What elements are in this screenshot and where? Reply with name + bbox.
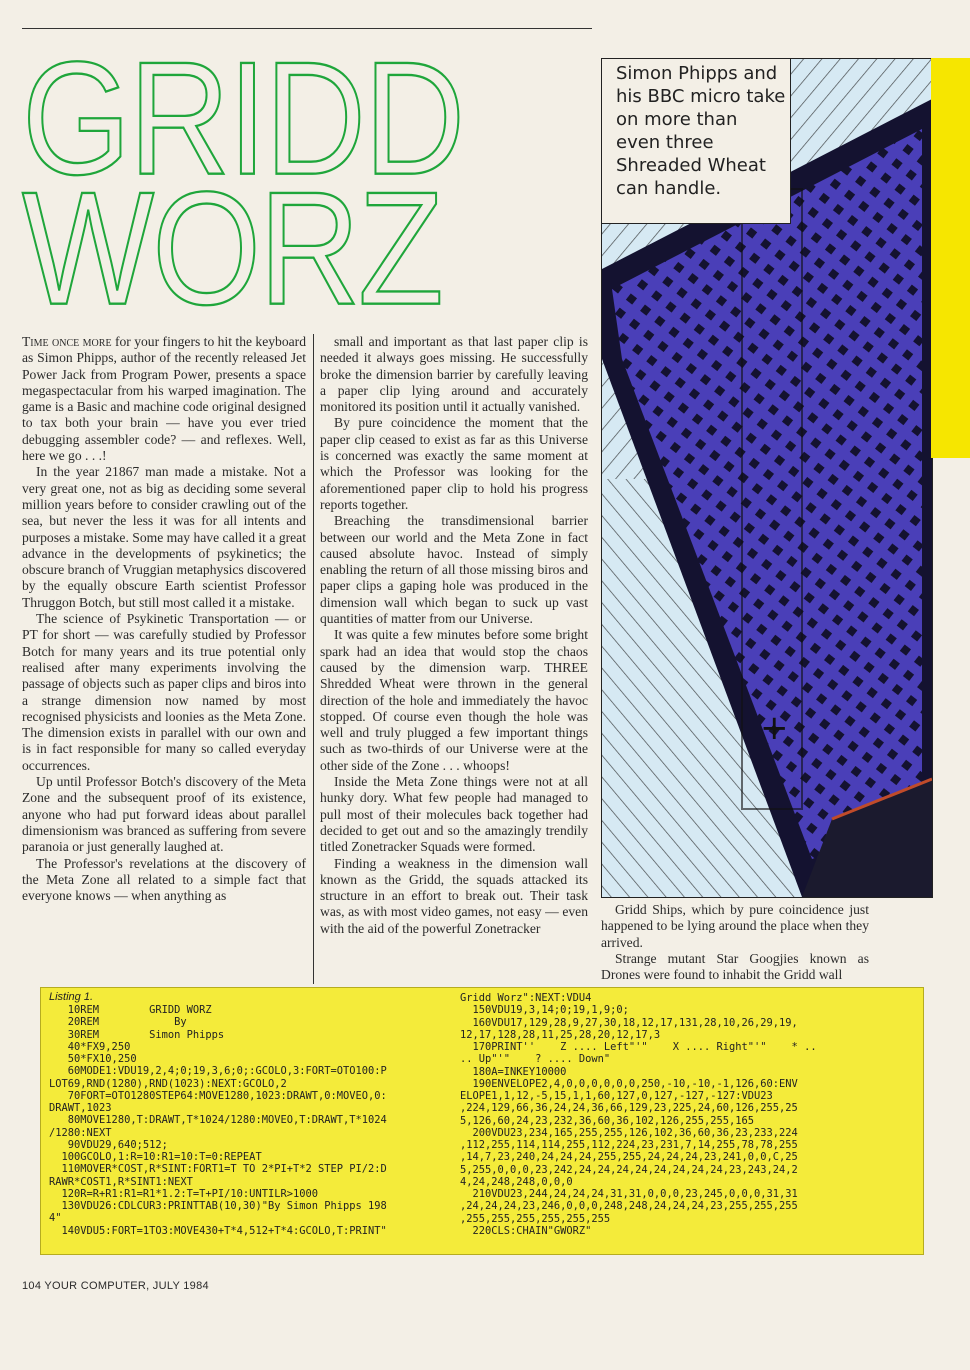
- listing-line: 20REM By: [49, 1016, 187, 1029]
- listing-line: ,224,129,66,36,24,24,36,66,129,23,225,24,60,126,255,25: [460, 1102, 798, 1115]
- listing-line: 150VDU19,3,14;0;19,1,9;0;: [460, 1004, 629, 1017]
- article-paragraph: Strange mutant Star Googjies known as Drones were found to inhabit the Gridd wall: [601, 950, 869, 983]
- article-paragraph: small and important as that last paper clip is needed it always goes missing. He successfully broke the dimension barrier by carefully leaving a paper clip lying around and accurately monitored its position until it actually vanished.: [320, 334, 588, 415]
- article-paragraph: [22, 334, 306, 464]
- article-lead-in: Time once more: [22, 334, 112, 349]
- article-paragraph: Finding a weakness in the dimension wall known as the Gridd, the squads attacked its structure in an effort to break out. Their task was, as with most video games, not easy — even with the aid of the powerful Zonetracker: [320, 855, 588, 936]
- listing-line: 130VDU26:CDLCUR3:PRINTTAB(10,30)"By Simon Phipps 198: [49, 1200, 387, 1212]
- listing-line: 12,17,128,28,11,25,28,20,12,17,3: [460, 1028, 661, 1041]
- article-paragraph: The science of Psykinetic Transportation — or PT for short — was carefully studied by Professor Botch for many years and its true potential only realised after many experiments involving the passage of objects such as paper clips and biros into a strange dimension now named by most recognised physicists and loonies as the Meta Zone. The dimension exists in parallel with our own and is in fact responsible for many so called everyday occurrences.: [22, 611, 306, 773]
- article-paragraph: In the year 21867 man made a mistake. Not a very great one, not as big as deciding some several million years before to consider crawling out of the sea, but never the less it was for all intents and purposes a mistake. Some may have called it a great advance in the developments of psykinetics; the obscure branch of Vruggian metaphysics discovered by the equally obscure Earth scientist Professor Thruggon Botch, but still most called it a mistake.: [22, 464, 306, 610]
- listing-line: ,112,255,114,114,255,112,224,23,231,7,14,255,78,78,255: [460, 1139, 798, 1151]
- listing-line: 40*FX9,250: [49, 1040, 131, 1053]
- listing-line: 220CLS:CHAIN"GWORZ": [460, 1224, 592, 1237]
- listing-line: 10REM GRIDD WORZ: [49, 1004, 212, 1016]
- listing-left-column: [49, 1004, 464, 1237]
- program-listing: [40, 987, 924, 1255]
- article-lead-text: for your fingers to hit the keyboard as Simon Phipps, author of the recently released Jet Power Jack from Program Power, presents a space megaspectacular from his warped imagination. The game is a Basic and machine code original designed to tax both your brain — have you ever tried debugging assembler code? — and reflexes. Well, here we go . . .!: [22, 334, 307, 464]
- listing-line: /1280:NEXT: [49, 1126, 112, 1139]
- listing-line: RAWR*COST1,R*SINT1:NEXT: [49, 1175, 193, 1188]
- listing-line: 110MOVER*COST,R*SINT:FORT1=T TO 2*PI+T*2 STEP PI/2:D: [49, 1163, 387, 1176]
- caption-text: Simon Phipps and his BBC micro take on more than even three Shreaded Wheat can handle.: [616, 63, 786, 199]
- listing-line: 210VDU23,244,24,24,24,31,31,0,0,0,23,245,0,0,0,31,31: [460, 1188, 798, 1200]
- listing-line: ELOPE1,1,12,-5,15,1,1,60,127,0,127,-127,-127:VDU23: [460, 1090, 773, 1102]
- title-line-1: GRIDD: [22, 27, 464, 209]
- listing-header: Listing 1.: [49, 991, 94, 1003]
- listing-line: 170PRINT'' Z .... Left"'" X .... Right"'" * ..: [460, 1041, 817, 1053]
- listing-line: DRAWT,1023: [49, 1102, 112, 1114]
- listing-line: .. Up"'" ? .... Down": [460, 1053, 611, 1066]
- listing-line: LOT69,RND(1280),RND(1023):NEXT:GCOLO,2: [49, 1077, 287, 1090]
- listing-line: 140VDU5:FORT=1TO3:MOVE430+T*4,512+T*4:GCOLO,T:PRINT": [49, 1224, 387, 1237]
- title-line-2: WORZ: [22, 157, 442, 339]
- listing-line: ,24,24,24,23,246,0,0,0,248,248,24,24,24,23,255,255,255: [460, 1200, 798, 1213]
- article-paragraph: Up until Professor Botch's discovery of the Meta Zone and the subsequent proof of its existence, anyone who had put forward ideas about parallel dimensionism was branced as suffering from severe paranoia or just generally laughed at.: [22, 774, 306, 855]
- listing-line: 70FORT=OTO1280STEP64:MOVE1280,1023:DRAWT,0:MOVEO,0:: [49, 1089, 387, 1102]
- page-footer: 104 YOUR COMPUTER, JULY 1984: [22, 1280, 209, 1292]
- listing-right-column: [460, 992, 918, 1237]
- article-paragraph: By pure coincidence the moment that the paper clip ceased to exist as far as this Universe is concerned was exactly the same moment at which the Professor was looking for the aforementioned paper clip to hold his progress reports together.: [320, 415, 588, 512]
- listing-line: Gridd Worz":NEXT:VDU4: [460, 992, 592, 1004]
- listing-line: 4": [49, 1212, 62, 1225]
- article-paragraph: The Professor's revelations at the discovery of the Meta Zone all related to a simple fact that everyone knows — when anything as: [22, 855, 306, 904]
- listing-line: 80MOVE1280,T:DRAWT,T*1024/1280:MOVEO,T:DRAWT,T*1024: [49, 1114, 387, 1127]
- listing-line: 200VDU23,234,165,255,255,126,102,36,60,36,23,233,224: [460, 1126, 798, 1139]
- listing-line: 4,24,248,248,0,0,0: [460, 1175, 573, 1188]
- listing-line: ,255,255,255,255,255,255: [460, 1212, 611, 1225]
- listing-line: 50*FX10,250: [49, 1053, 137, 1065]
- article-column-1: [22, 334, 306, 904]
- article-paragraph: It was quite a few minutes before some bright spark had an idea that would stop the chaos caused by the dimension warp. THREE Shredded Wheat were thrown in the general direction of the hole and immediately the havoc stopped. Of course even though the hole was well and truly plugged a few important things such as two-thirds of our Universe were at the other side of the Zone . . . whoops!: [320, 627, 588, 773]
- yellow-accent-bar: [931, 58, 970, 458]
- article-column-2: [320, 334, 588, 937]
- svg-text:+: +: [760, 708, 789, 748]
- article-paragraph: Gridd Ships, which by pure coincidence just happened to be lying around the place when they arrived.: [601, 902, 869, 950]
- listing-line: 120R=R+R1:R1=R1*1.2:T=T+PI/10:UNTILR>1000: [49, 1187, 318, 1200]
- listing-line: ,14,7,23,240,24,24,24,255,255,24,24,24,23,241,0,0,C,25: [460, 1151, 798, 1164]
- listing-line: 160VDU17,129,28,9,27,30,18,12,17,131,28,10,26,29,19,: [460, 1016, 798, 1029]
- article-paragraph: Breaching the transdimensional barrier between our world and the Meta Zone in fact caused absolute havoc. Instead of simply enabling the return of all those missing biros and paper clips a gaping hole was produced in the dimension wall which began to suck up vast quantities of matter from our Universe.: [320, 513, 588, 627]
- listing-line: 90VDU29,640;512;: [49, 1138, 168, 1151]
- column-divider: [313, 334, 314, 984]
- listing-line: 60MODE1:VDU19,2,4;0;19,3,6;0;:GCOLO,3:FORT=OTO100:P: [49, 1065, 387, 1078]
- article-column-3: [601, 902, 869, 983]
- listing-line: 5,126,60,24,23,232,36,60,36,102,126,255,255,165: [460, 1114, 755, 1127]
- listing-line: 180A=INKEY10000: [460, 1065, 567, 1078]
- listing-line: 5,255,0,0,0,23,242,24,24,24,24,24,24,24,24,23,243,24,2: [460, 1163, 798, 1176]
- article-paragraph: Inside the Meta Zone things were not at all hunky dory. What few people had managed to pull most of their molecules back together had decided to get out and so the amazingly trendily titled Zonetracker Squads were formed.: [320, 774, 588, 855]
- listing-line: 100GCOLO,1:R=10:R1=10:T=0:REPEAT: [49, 1151, 262, 1163]
- listing-line: 190ENVELOPE2,4,0,0,0,0,0,0,250,-10,-10,-1,126,60:ENV: [460, 1077, 798, 1090]
- listing-line: 30REM Simon Phipps: [49, 1028, 225, 1041]
